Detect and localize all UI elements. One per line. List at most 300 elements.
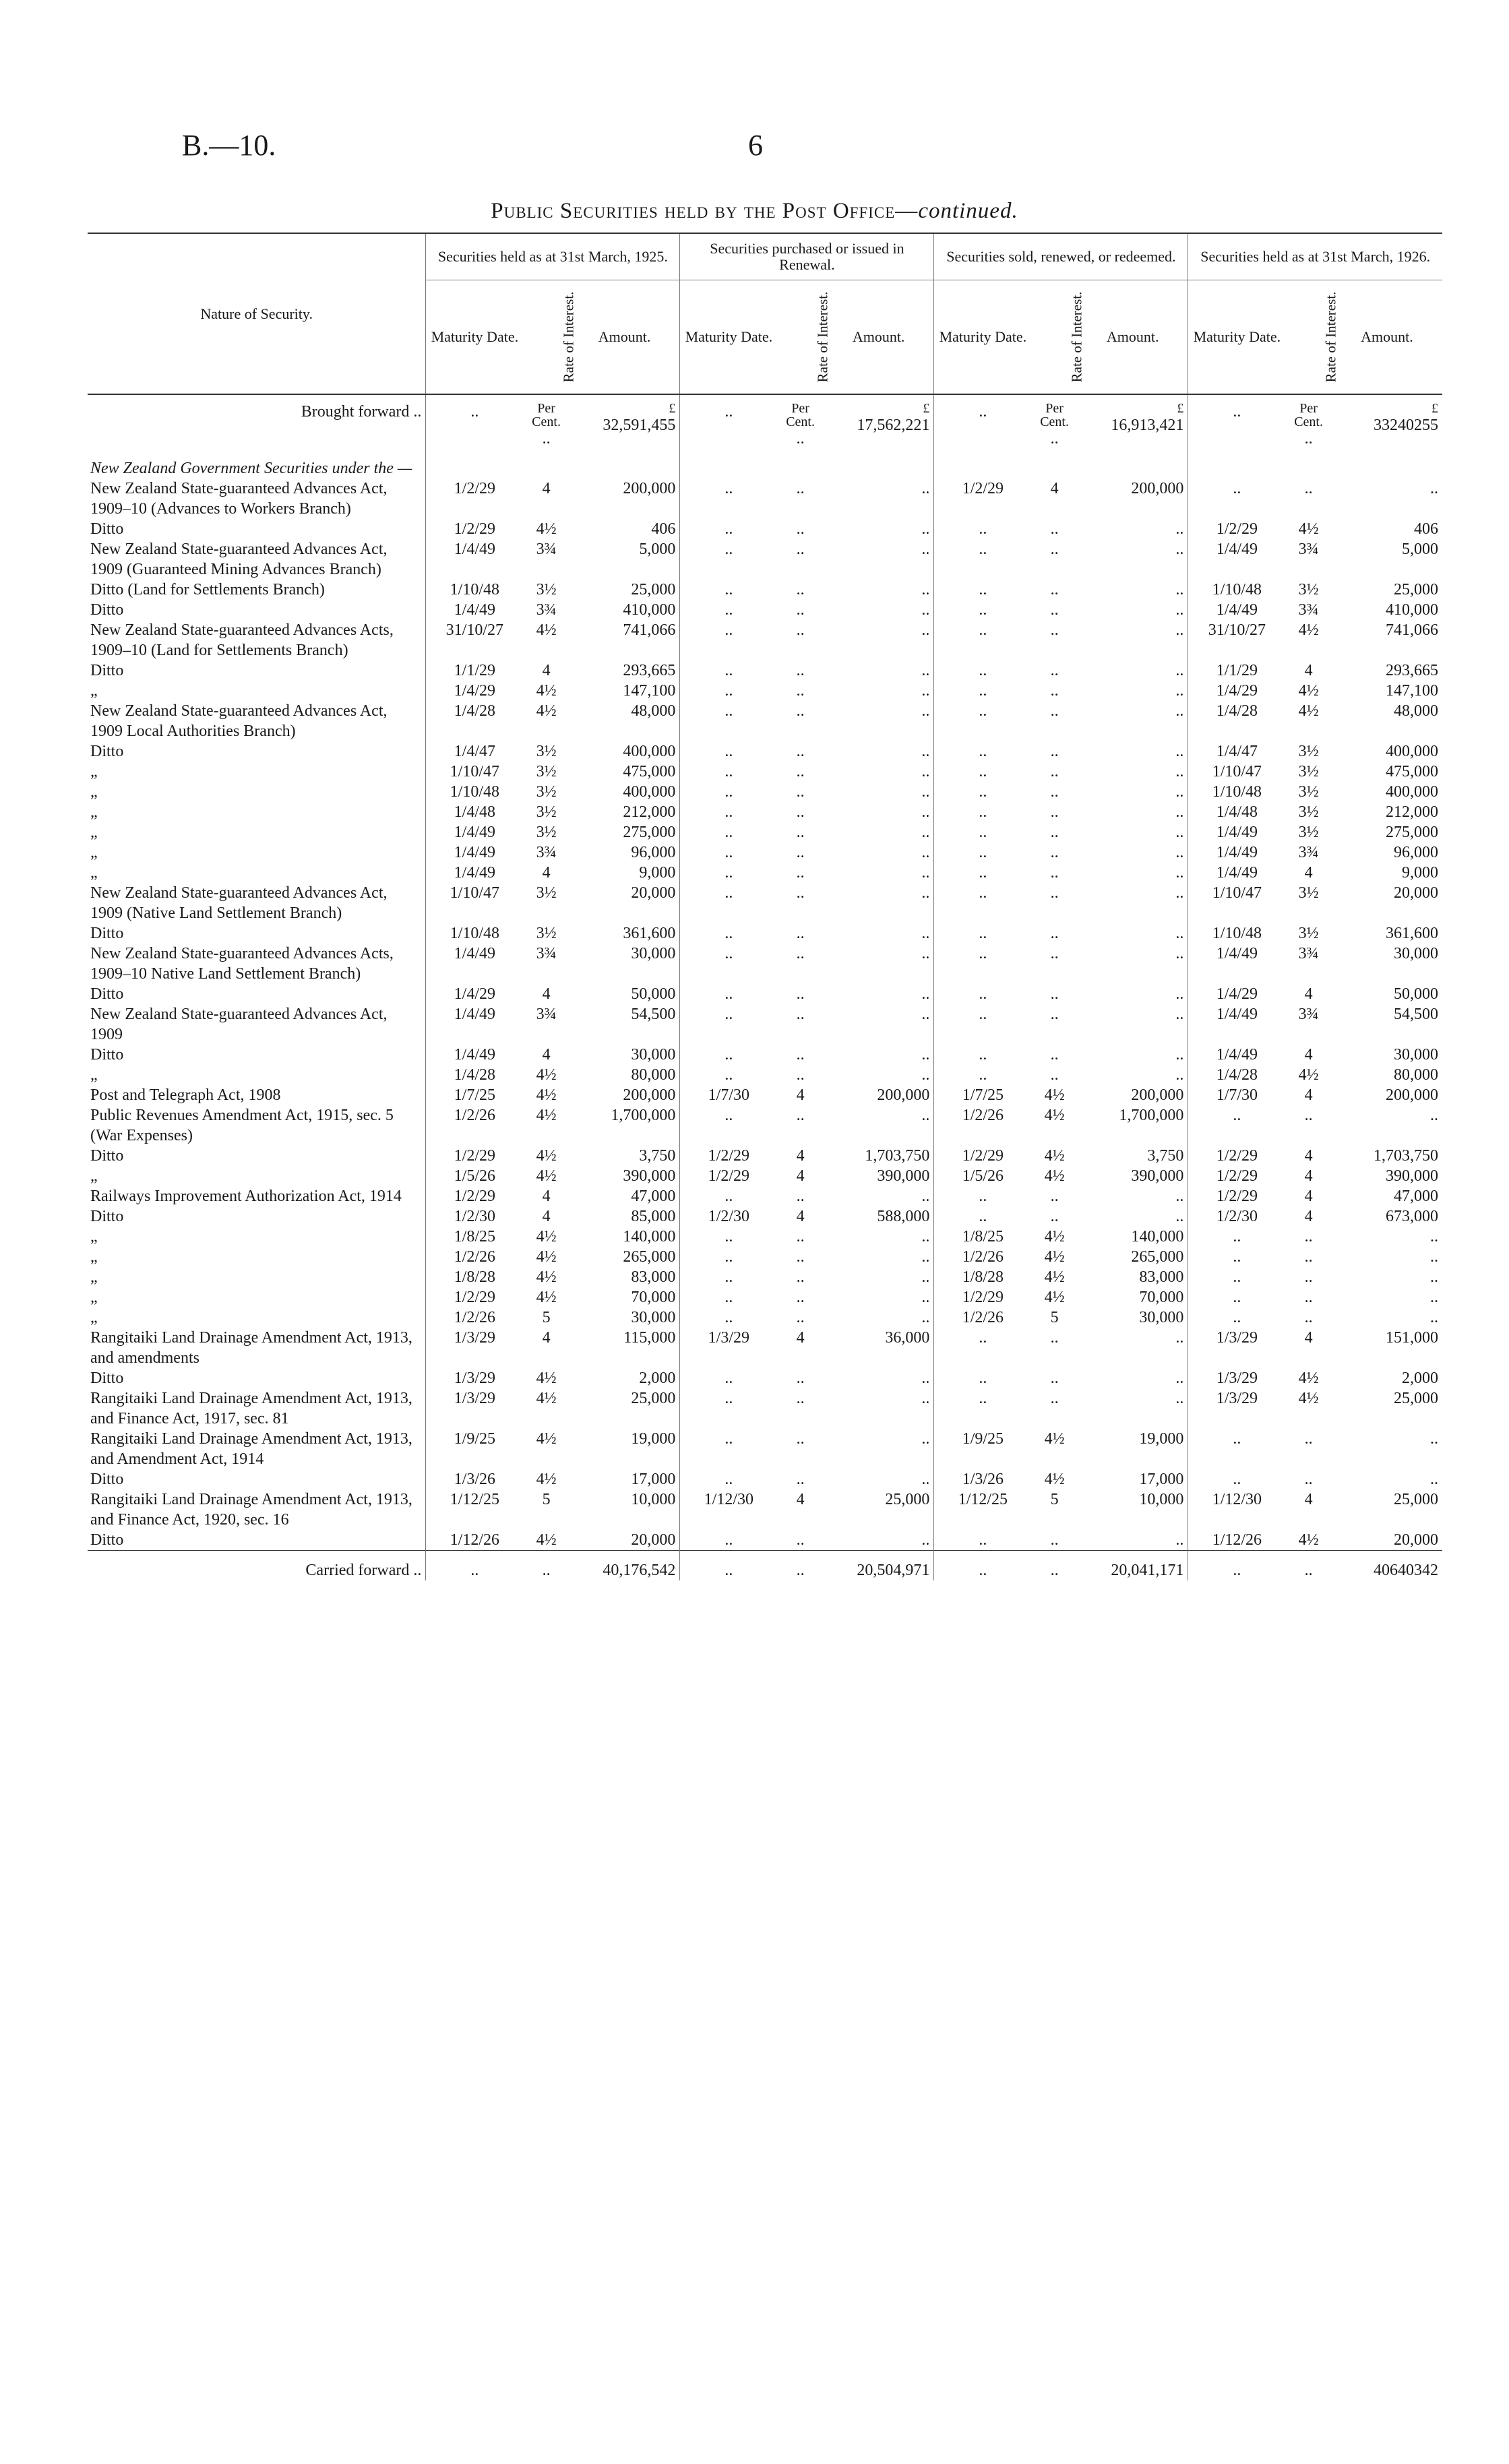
maturity-sold: .. xyxy=(934,1186,1031,1206)
rate-purchased: .. xyxy=(796,1006,805,1023)
rate-sold: .. xyxy=(1050,621,1059,639)
maturity-purchased: 1/12/30 xyxy=(680,1489,777,1530)
rate-1926: .. xyxy=(1304,1289,1313,1306)
amount-1926: 54,500 xyxy=(1394,1006,1438,1023)
security-nature: „ xyxy=(90,1066,98,1084)
maturity-sold: .. xyxy=(934,580,1031,600)
security-row xyxy=(88,1429,1442,1469)
amount-purchased: .. xyxy=(921,682,930,700)
carried-forward-label: Carried forward .. xyxy=(88,1551,426,1581)
securities-table xyxy=(88,233,1442,1580)
maturity-1926: 1/4/47 xyxy=(1188,741,1285,762)
group-header-1925: Securities held as at 31st March, 1925. xyxy=(426,233,680,280)
amount-purchased: .. xyxy=(921,621,930,639)
rate-sold: .. xyxy=(1050,1208,1059,1225)
rate-1925: 4½ xyxy=(536,682,557,700)
maturity-1926: 1/4/29 xyxy=(1188,681,1285,701)
amount-sold: .. xyxy=(1175,1390,1184,1407)
rate-1926: 4 xyxy=(1304,864,1313,882)
brought-forward-amount-1926: £ 33240255 xyxy=(1374,401,1438,434)
amount-sold: 19,000 xyxy=(1139,1430,1184,1448)
maturity-1926: .. xyxy=(1188,1267,1285,1287)
rate-1925: 4 xyxy=(542,985,551,1003)
rate-purchased: .. xyxy=(796,601,805,619)
amount-purchased: .. xyxy=(921,844,930,861)
amount-1925: 390,000 xyxy=(623,1167,676,1185)
rate-purchased: .. xyxy=(796,1390,805,1407)
amount-sold: .. xyxy=(1175,985,1184,1003)
maturity-1926: .. xyxy=(1188,1227,1285,1247)
security-row xyxy=(88,1065,1442,1085)
rate-1926: .. xyxy=(1304,1268,1313,1286)
rate-1925: 4½ xyxy=(536,1390,557,1407)
maturity-purchased: .. xyxy=(680,660,777,681)
amount-1926: 673,000 xyxy=(1386,1208,1438,1225)
rate-1925: 4 xyxy=(542,1046,551,1064)
maturity-purchased: 1/2/30 xyxy=(680,1206,777,1227)
rate-sold: 4 xyxy=(1050,480,1059,497)
security-row xyxy=(88,1307,1442,1328)
amount-1926: 390,000 xyxy=(1386,1167,1438,1185)
amount-purchased: .. xyxy=(921,601,930,619)
security-row xyxy=(88,762,1442,782)
maturity-1925: 1/2/29 xyxy=(426,1146,523,1166)
rate-1925: 4½ xyxy=(536,1531,557,1549)
amount-1925: 30,000 xyxy=(631,1309,676,1326)
security-nature: „ xyxy=(90,783,98,801)
securities-table-container xyxy=(88,233,1442,2248)
rate-sold: .. xyxy=(1050,1531,1059,1549)
security-nature: „ xyxy=(90,682,98,700)
maturity-1925: 1/10/47 xyxy=(426,762,523,782)
amount-purchased: .. xyxy=(921,1309,930,1326)
maturity-sold: 1/12/25 xyxy=(934,1489,1031,1530)
carried-forward-amount-sold: 20,041,171 xyxy=(1078,1551,1188,1581)
maturity-header: Maturity Date. xyxy=(934,280,1031,395)
amount-1926: 80,000 xyxy=(1394,1066,1438,1084)
maturity-sold: .. xyxy=(934,762,1031,782)
maturity-1925: 1/4/49 xyxy=(426,863,523,883)
amount-1926: 1,703,750 xyxy=(1374,1147,1438,1165)
rate-1926: 4 xyxy=(1304,1188,1313,1205)
security-nature: Rangitaiki Land Drainage Amendment Act, 1913, and Amendment Act, 1914 xyxy=(90,1430,412,1468)
rate-1926: 3¾ xyxy=(1298,844,1319,861)
rate-sold: .. xyxy=(1050,1188,1059,1205)
security-nature: Railways Improvement Authorization Act, 1914 xyxy=(90,1188,402,1205)
maturity-sold: 1/2/26 xyxy=(934,1105,1031,1146)
amount-sold: .. xyxy=(1175,541,1184,558)
maturity-1926: 1/10/48 xyxy=(1188,782,1285,802)
maturity-purchased: .. xyxy=(680,1530,777,1551)
amount-purchased: 588,000 xyxy=(877,1208,930,1225)
rate-sold: .. xyxy=(1050,1390,1059,1407)
maturity-1925: 1/2/26 xyxy=(426,1105,523,1146)
rate-1926: 4 xyxy=(1304,1046,1313,1064)
security-row xyxy=(88,802,1442,822)
amount-sold: 390,000 xyxy=(1131,1167,1184,1185)
maturity-1925: 1/12/26 xyxy=(426,1530,523,1551)
amount-1926: 30,000 xyxy=(1394,945,1438,962)
amount-sold: .. xyxy=(1175,1188,1184,1205)
rate-header: Rate of Interest. xyxy=(1068,291,1085,383)
amount-1926: 406 xyxy=(1414,520,1438,538)
amount-purchased: .. xyxy=(921,763,930,780)
maturity-1926: 1/4/28 xyxy=(1188,701,1285,741)
security-nature: „ xyxy=(90,1167,98,1185)
rate-purchased: .. xyxy=(796,783,805,801)
security-row xyxy=(88,842,1442,863)
rate-purchased: .. xyxy=(796,480,805,497)
amount-1926: .. xyxy=(1430,1309,1438,1326)
amount-sold: .. xyxy=(1175,1329,1184,1347)
amount-1925: 80,000 xyxy=(631,1066,676,1084)
amount-sold: 200,000 xyxy=(1131,1086,1184,1104)
amount-purchased: .. xyxy=(921,884,930,902)
amount-1926: 25,000 xyxy=(1394,1491,1438,1508)
amount-sold: .. xyxy=(1175,925,1184,942)
maturity-1925: 1/4/49 xyxy=(426,842,523,863)
rate-1926: 3½ xyxy=(1298,884,1319,902)
rate-purchased: .. xyxy=(796,621,805,639)
rate-1925: 3½ xyxy=(536,763,557,780)
amount-sold: .. xyxy=(1175,702,1184,720)
maturity-sold: .. xyxy=(934,600,1031,620)
maturity-purchased: .. xyxy=(680,984,777,1004)
maturity-1925: 1/1/29 xyxy=(426,660,523,681)
maturity-purchased: .. xyxy=(680,600,777,620)
rate-purchased: .. xyxy=(796,1066,805,1084)
rate-1926: 4 xyxy=(1304,1147,1313,1165)
rate-purchased: .. xyxy=(796,1248,805,1266)
security-nature: Rangitaiki Land Drainage Amendment Act, 1913, and amendments xyxy=(90,1329,412,1367)
rate-sold: .. xyxy=(1050,1329,1059,1347)
maturity-purchased: .. xyxy=(680,620,777,660)
maturity-1926: 1/10/48 xyxy=(1188,923,1285,944)
rate-1926: 4½ xyxy=(1298,1531,1319,1549)
title-continued: continued. xyxy=(918,199,1018,223)
rate-1925: 4½ xyxy=(536,1268,557,1286)
amount-1926: 96,000 xyxy=(1394,844,1438,861)
rate-1925: 4 xyxy=(542,662,551,679)
amount-purchased: .. xyxy=(921,985,930,1003)
amount-sold: .. xyxy=(1175,844,1184,861)
amount-1925: 2,000 xyxy=(639,1369,676,1387)
page-number: 6 xyxy=(748,129,763,162)
amount-sold: .. xyxy=(1175,1006,1184,1023)
rate-1926: 4 xyxy=(1304,1491,1313,1508)
rate-1925: 4½ xyxy=(536,1471,557,1488)
maturity-sold: .. xyxy=(934,822,1031,842)
maturity-1926: .. xyxy=(1188,479,1285,519)
security-row xyxy=(88,782,1442,802)
rate-1925: 4½ xyxy=(536,1086,557,1104)
amount-purchased: 390,000 xyxy=(877,1167,930,1185)
maturity-1926: 1/4/49 xyxy=(1188,1045,1285,1065)
security-nature: Ditto xyxy=(90,601,124,619)
maturity-1925: 31/10/27 xyxy=(426,620,523,660)
security-row xyxy=(88,660,1442,681)
amount-purchased: .. xyxy=(921,925,930,942)
rate-purchased: .. xyxy=(796,844,805,861)
amount-purchased: .. xyxy=(921,541,930,558)
amount-1925: 140,000 xyxy=(623,1228,676,1245)
amount-purchased: .. xyxy=(921,864,930,882)
maturity-purchased: .. xyxy=(680,944,777,984)
maturity-1926: .. xyxy=(1188,1247,1285,1267)
amount-1925: 17,000 xyxy=(631,1471,676,1488)
amount-sold: 30,000 xyxy=(1139,1309,1184,1326)
rate-1925: 3½ xyxy=(536,581,557,598)
maturity-1925: 1/3/29 xyxy=(426,1328,523,1368)
amount-purchased: .. xyxy=(921,743,930,760)
amount-sold: 10,000 xyxy=(1139,1491,1184,1508)
maturity-purchased: .. xyxy=(680,1368,777,1388)
amount-1926: 400,000 xyxy=(1386,743,1438,760)
amount-sold: .. xyxy=(1175,783,1184,801)
maturity-sold: .. xyxy=(934,883,1031,923)
rate-1926: 4½ xyxy=(1298,682,1319,700)
carried-forward-amount-1926: 40640342 xyxy=(1332,1551,1442,1581)
security-row xyxy=(88,1247,1442,1267)
maturity-purchased: .. xyxy=(680,580,777,600)
rate-1926: 4 xyxy=(1304,1208,1313,1225)
amount-sold: .. xyxy=(1175,743,1184,760)
maturity-purchased: .. xyxy=(680,1105,777,1146)
amount-1925: 3,750 xyxy=(639,1147,676,1165)
rate-sold: .. xyxy=(1050,743,1059,760)
maturity-1925: 1/10/48 xyxy=(426,782,523,802)
brought-forward-row: Brought forward .. .. Per Cent. .. £ 32,591,455 .. Per Cent. .. £ 17,562,221 .. Per Cent. .. £ 16,913,421 .. Per Cent. .. £ 33240255 xyxy=(88,394,1442,458)
rate-purchased: .. xyxy=(796,581,805,598)
maturity-sold: .. xyxy=(934,660,1031,681)
rate-1926: 4½ xyxy=(1298,520,1319,538)
maturity-1925: 1/3/29 xyxy=(426,1368,523,1388)
amount-purchased: .. xyxy=(921,1369,930,1387)
maturity-1926: 1/3/29 xyxy=(1188,1368,1285,1388)
security-row xyxy=(88,620,1442,660)
amount-sold: .. xyxy=(1175,601,1184,619)
amount-1926: 361,600 xyxy=(1386,925,1438,942)
maturity-purchased: .. xyxy=(680,1065,777,1085)
amount-sold: .. xyxy=(1175,945,1184,962)
security-row xyxy=(88,1368,1442,1388)
maturity-sold: 1/2/29 xyxy=(934,1146,1031,1166)
security-nature: „ xyxy=(90,1309,98,1326)
security-row xyxy=(88,1166,1442,1186)
title-main: Public Securities held by the Post Office— xyxy=(491,199,919,223)
rate-purchased: .. xyxy=(796,925,805,942)
rate-1925: 3½ xyxy=(536,824,557,841)
amount-sold: 70,000 xyxy=(1139,1289,1184,1306)
rate-1926: 4½ xyxy=(1298,621,1319,639)
amount-sold: .. xyxy=(1175,682,1184,700)
amount-purchased: 36,000 xyxy=(885,1329,930,1347)
security-nature: „ xyxy=(90,1228,98,1245)
rate-1926: 4½ xyxy=(1298,1390,1319,1407)
rate-sold: .. xyxy=(1050,925,1059,942)
maturity-1925: 1/4/49 xyxy=(426,1045,523,1065)
section-heading-row xyxy=(88,458,1442,479)
nature-header: Nature of Security. xyxy=(88,233,426,394)
rate-purchased: .. xyxy=(796,1309,805,1326)
amount-purchased: .. xyxy=(921,662,930,679)
rate-1925: 4 xyxy=(542,1188,551,1205)
rate-1926: .. xyxy=(1304,1471,1313,1488)
rate-1925: 4½ xyxy=(536,520,557,538)
amount-sold: 265,000 xyxy=(1131,1248,1184,1266)
maturity-purchased: .. xyxy=(680,883,777,923)
rate-1925: 3½ xyxy=(536,743,557,760)
maturity-sold: 1/3/26 xyxy=(934,1469,1031,1489)
security-nature: Ditto xyxy=(90,1369,124,1387)
maturity-sold: .. xyxy=(934,842,1031,863)
maturity-1926: 1/4/49 xyxy=(1188,600,1285,620)
maturity-1925: 1/10/48 xyxy=(426,923,523,944)
table-body xyxy=(88,394,1442,1551)
rate-purchased: .. xyxy=(796,803,805,821)
maturity-1925: 1/4/29 xyxy=(426,681,523,701)
rate-purchased: 4 xyxy=(796,1167,805,1185)
rate-sold: 4½ xyxy=(1044,1107,1065,1124)
rate-1925: 4½ xyxy=(536,1289,557,1306)
maturity-header: Maturity Date. xyxy=(1188,280,1285,395)
maturity-purchased: .. xyxy=(680,519,777,539)
rate-1925: 4½ xyxy=(536,1066,557,1084)
rate-purchased: .. xyxy=(796,884,805,902)
amount-sold: .. xyxy=(1175,1531,1184,1549)
security-row xyxy=(88,539,1442,580)
security-nature: „ xyxy=(90,803,98,821)
maturity-1925: 1/4/47 xyxy=(426,741,523,762)
amount-1925: 48,000 xyxy=(631,702,676,720)
rate-sold: .. xyxy=(1050,763,1059,780)
rate-sold: .. xyxy=(1050,1066,1059,1084)
amount-sold: .. xyxy=(1175,662,1184,679)
rate-1926: .. xyxy=(1304,1248,1313,1266)
amount-purchased: .. xyxy=(921,1066,930,1084)
maturity-purchased: .. xyxy=(680,1429,777,1469)
rate-1925: 4½ xyxy=(536,1147,557,1165)
rate-1925: 3¾ xyxy=(536,945,557,962)
maturity-1926: 1/3/29 xyxy=(1188,1388,1285,1429)
rate-purchased: .. xyxy=(796,763,805,780)
amount-header: Amount. xyxy=(1106,328,1159,345)
maturity-1925: 1/4/49 xyxy=(426,1004,523,1045)
amount-1925: 400,000 xyxy=(623,743,676,760)
rate-1925: 4½ xyxy=(536,1369,557,1387)
amount-purchased: .. xyxy=(921,1268,930,1286)
maturity-1926: 1/4/49 xyxy=(1188,842,1285,863)
rate-1925: 4½ xyxy=(536,621,557,639)
unit-per-cent: Per Cent. .. xyxy=(1040,401,1069,448)
maturity-1925: 1/9/25 xyxy=(426,1429,523,1469)
rate-1926: 3¾ xyxy=(1298,541,1319,558)
rate-purchased: .. xyxy=(796,662,805,679)
security-nature: New Zealand State-guaranteed Advances Act, 1909 (Guaranteed Mining Advances Branch) xyxy=(90,541,388,578)
maturity-1925: 1/4/49 xyxy=(426,944,523,984)
security-row xyxy=(88,741,1442,762)
amount-purchased: .. xyxy=(921,1390,930,1407)
security-nature: Ditto xyxy=(90,743,124,760)
maturity-purchased: .. xyxy=(680,1227,777,1247)
security-row xyxy=(88,701,1442,741)
rate-1926: 3½ xyxy=(1298,803,1319,821)
maturity-1926: 1/2/29 xyxy=(1188,1186,1285,1206)
rate-1925: 3¾ xyxy=(536,601,557,619)
security-nature: „ xyxy=(90,824,98,841)
rate-1926: 4 xyxy=(1304,1329,1313,1347)
maturity-1925: 1/8/28 xyxy=(426,1267,523,1287)
rate-sold: .. xyxy=(1050,541,1059,558)
rate-1925: 5 xyxy=(542,1309,551,1326)
maturity-1926: .. xyxy=(1188,1307,1285,1328)
security-row xyxy=(88,580,1442,600)
maturity-sold: .. xyxy=(934,1206,1031,1227)
maturity-purchased: 1/2/29 xyxy=(680,1166,777,1186)
rate-1925: 4 xyxy=(542,1208,551,1225)
rate-1926: 3¾ xyxy=(1298,601,1319,619)
rate-1925: 3¾ xyxy=(536,1006,557,1023)
maturity-1925: 1/2/26 xyxy=(426,1247,523,1267)
amount-1925: 96,000 xyxy=(631,844,676,861)
rate-sold: .. xyxy=(1050,864,1059,882)
rate-purchased: 4 xyxy=(796,1208,805,1225)
brought-forward-amount-purchased: £ 17,562,221 xyxy=(857,401,930,434)
page-header xyxy=(0,128,1509,182)
rate-1925: 4½ xyxy=(536,1248,557,1266)
amount-1926: 47,000 xyxy=(1394,1188,1438,1205)
rate-sold: .. xyxy=(1050,803,1059,821)
security-nature: Rangitaiki Land Drainage Amendment Act, 1913, and Finance Act, 1920, sec. 16 xyxy=(90,1491,412,1529)
security-row xyxy=(88,1469,1442,1489)
rate-purchased: .. xyxy=(796,1369,805,1387)
maturity-purchased: .. xyxy=(680,863,777,883)
security-row xyxy=(88,1530,1442,1551)
security-nature: „ xyxy=(90,763,98,780)
rate-purchased: .. xyxy=(796,824,805,841)
amount-1925: 5,000 xyxy=(639,541,676,558)
amount-purchased: .. xyxy=(921,1228,930,1245)
rate-1925: 4½ xyxy=(536,1228,557,1245)
security-row xyxy=(88,479,1442,519)
amount-sold: .. xyxy=(1175,1066,1184,1084)
rate-1925: 4½ xyxy=(536,702,557,720)
maturity-purchased: .. xyxy=(680,842,777,863)
rate-purchased: 4 xyxy=(796,1329,805,1347)
maturity-1925: 1/2/29 xyxy=(426,519,523,539)
rate-1925: 3½ xyxy=(536,884,557,902)
rate-purchased: .. xyxy=(796,1289,805,1306)
amount-header: Amount. xyxy=(1361,328,1413,345)
maturity-purchased: .. xyxy=(680,1045,777,1065)
amount-1925: 293,665 xyxy=(623,662,676,679)
rate-1926: 3½ xyxy=(1298,763,1319,780)
security-nature: „ xyxy=(90,1248,98,1266)
maturity-1926: 1/3/29 xyxy=(1188,1328,1285,1368)
rate-1926: .. xyxy=(1304,1228,1313,1245)
rate-sold: .. xyxy=(1050,581,1059,598)
rate-1926: 4½ xyxy=(1298,1066,1319,1084)
maturity-purchased: .. xyxy=(680,701,777,741)
maturity-1925: 1/2/26 xyxy=(426,1307,523,1328)
amount-sold: .. xyxy=(1175,864,1184,882)
maturity-1926: 31/10/27 xyxy=(1188,620,1285,660)
rate-sold: .. xyxy=(1050,520,1059,538)
maturity-sold: .. xyxy=(934,1065,1031,1085)
maturity-purchased: .. xyxy=(680,1388,777,1429)
amount-sold: .. xyxy=(1175,1369,1184,1387)
maturity-sold: .. xyxy=(934,944,1031,984)
